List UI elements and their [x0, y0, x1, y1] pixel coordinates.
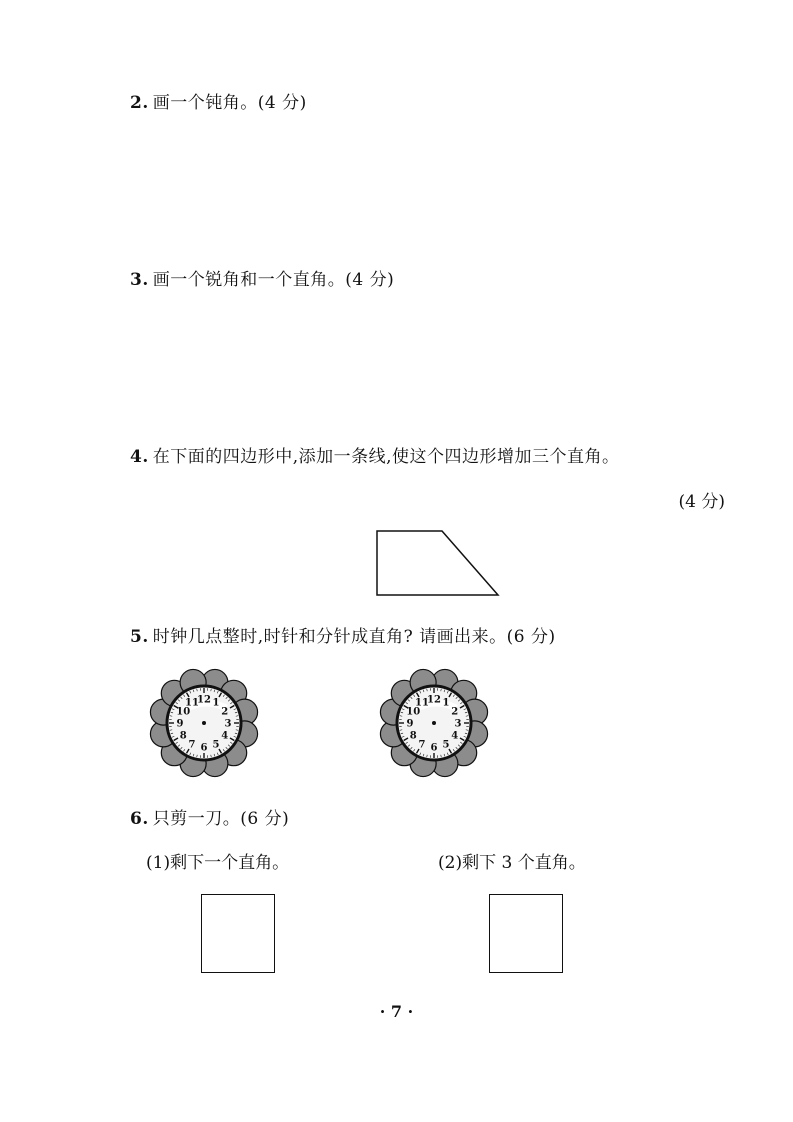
question-number: 2. [130, 93, 149, 113]
clock-number: 1 [212, 697, 220, 709]
clock-number: 6 [200, 742, 208, 754]
clock-number: 9 [406, 718, 414, 730]
question-4-score: (4 分) [678, 492, 725, 512]
clock-number: 9 [176, 718, 184, 730]
question-number: 6. [130, 809, 149, 829]
clock-number: 5 [212, 739, 220, 751]
center-dot [202, 721, 206, 725]
question-6-part-1: (1)剩下一个直角。 [146, 853, 290, 873]
question-number: 5. [130, 627, 149, 647]
trapezoid-figure [370, 525, 505, 601]
clock-number: 7 [418, 739, 426, 751]
clock-number: 11 [185, 697, 199, 709]
clock-number: 4 [221, 730, 229, 742]
clock-number: 12 [197, 694, 211, 706]
question-text: 画一个钝角。(4 分) [152, 93, 307, 113]
clock-number: 11 [415, 697, 429, 709]
clock-number: 10 [176, 706, 191, 718]
clock-number: 8 [409, 730, 417, 742]
question-text: 画一个锐角和一个直角。(4 分) [152, 270, 395, 290]
question-4 [130, 442, 620, 467]
center-dot [432, 721, 436, 725]
flower-clock-2 [378, 667, 490, 779]
question-number: 4. [130, 447, 149, 467]
clock-number: 8 [179, 730, 187, 742]
question-number: 3. [130, 270, 149, 290]
clock-number: 2 [221, 706, 229, 718]
clock-number: 6 [430, 742, 438, 754]
clock-number: 12 [427, 694, 441, 706]
clock-number: 10 [406, 706, 421, 718]
clock-number: 5 [442, 739, 450, 751]
question-text: 只剪一刀。(6 分) [152, 809, 290, 829]
clock-number: 3 [454, 718, 462, 730]
question-text: 在下面的四边形中,添加一条线,使这个四边形增加三个直角。 [152, 447, 620, 467]
square-figure-2 [489, 894, 563, 973]
clock-number: 2 [451, 706, 459, 718]
question-6-part-2: (2)剩下 3 个直角。 [438, 853, 586, 873]
question-3 [130, 265, 394, 290]
question-6 [130, 804, 289, 829]
page-number: · 7 · [379, 1002, 414, 1021]
clock-number: 3 [224, 718, 232, 730]
flower-clock-1 [148, 667, 260, 779]
clock-number: 4 [451, 730, 459, 742]
clock-number: 1 [442, 697, 450, 709]
question-2 [130, 88, 307, 113]
clock-number: 7 [188, 739, 196, 751]
question-text: 时钟几点整时,时针和分针成直角? 请画出来。(6 分) [152, 627, 556, 647]
square-figure-1 [201, 894, 275, 973]
question-5 [130, 622, 556, 647]
